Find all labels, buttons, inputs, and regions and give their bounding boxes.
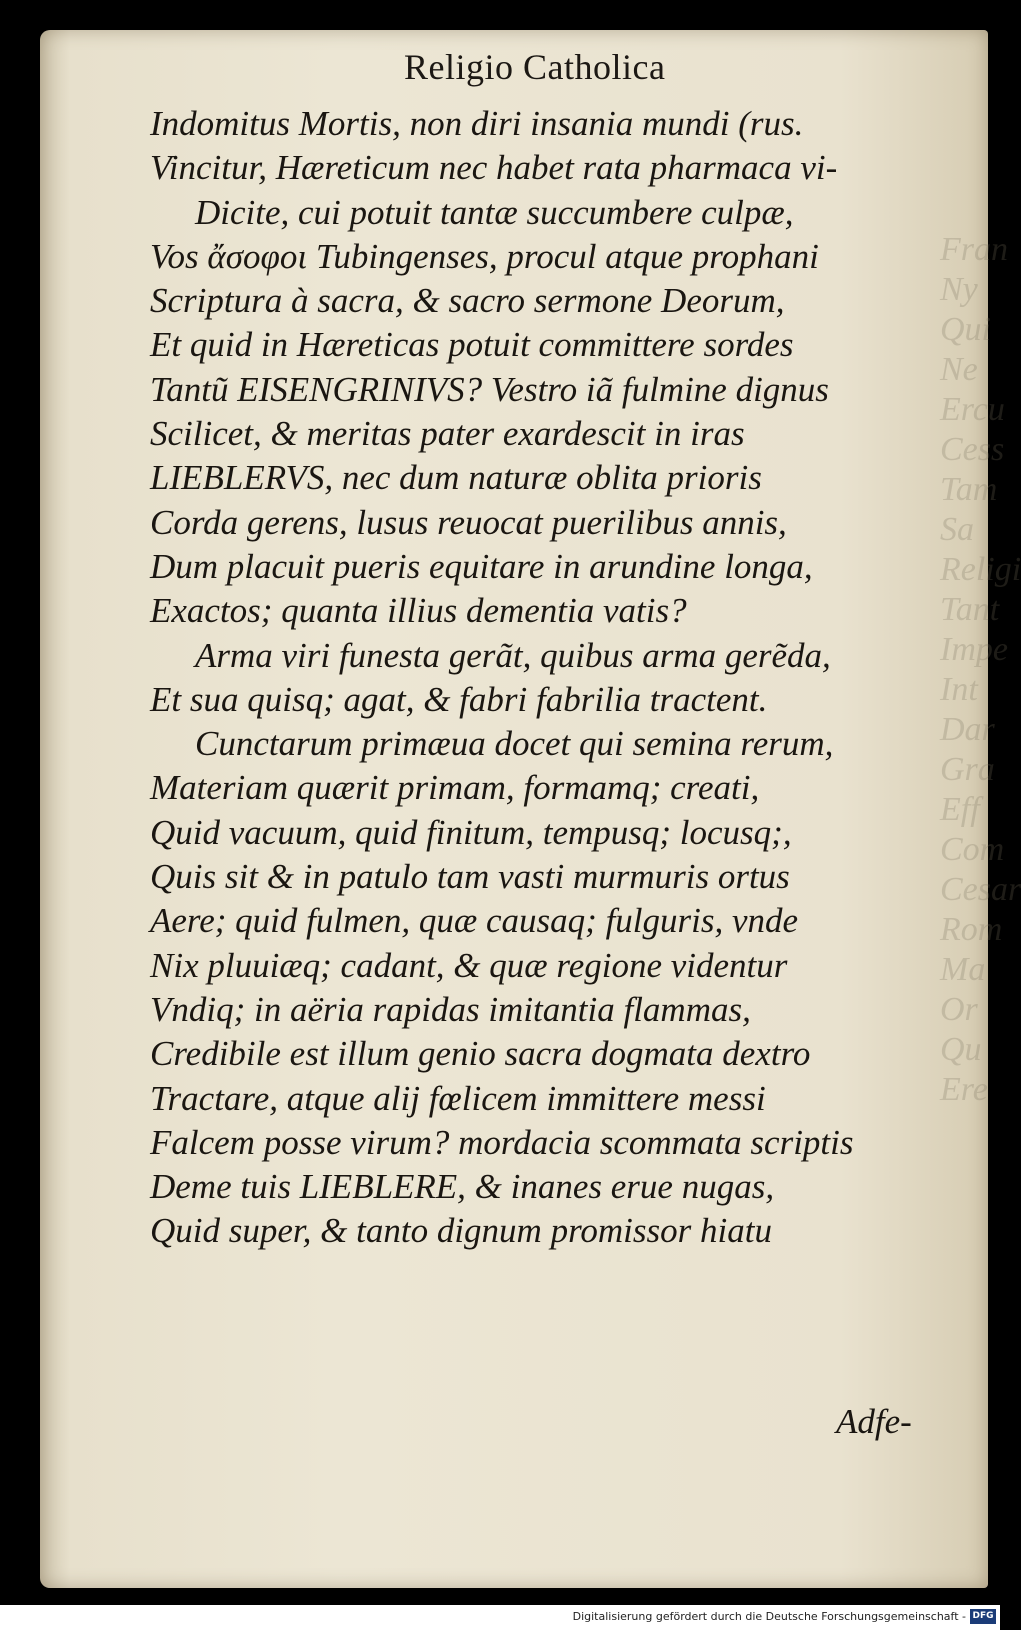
catchword: Adfe-: [836, 1402, 912, 1441]
bleed-fragment: Ma: [940, 951, 986, 988]
bleed-fragment: Cesar: [940, 871, 1021, 908]
bleed-fragment: Sa: [940, 511, 974, 548]
bleed-fragment: Qu: [940, 1031, 982, 1068]
text-line: Indomitus Mortis, non diri insania mundi (rus.: [150, 104, 804, 143]
text-line: Quid vacuum, quid finitum, tempusq; locusq;,: [150, 812, 792, 852]
bleed-fragment: Cess: [940, 431, 1005, 468]
text-line: Scilicet, & meritas pater exardescit in iras: [150, 414, 745, 454]
bleed-fragment: Tam: [940, 471, 998, 508]
text-line: Arma viri funesta gerãt, quibus arma gerẽda,: [195, 635, 831, 675]
text-line: Vincitur, Hæreticum nec habet rata pharmaca vi-: [150, 148, 838, 188]
bleed-fragment: Ere: [940, 1071, 988, 1108]
bleed-fragment: Or: [940, 991, 978, 1028]
bleed-fragment: Impe: [940, 631, 1008, 668]
text-line: Scriptura à sacra, & sacro sermone Deorum,: [150, 281, 785, 321]
text-line: Credibile est illum genio sacra dogmata dextro: [150, 1034, 811, 1074]
text-line: Aere; quid fulmen, quæ causaq; fulguris, vnde: [150, 901, 799, 941]
text-line: Deme tuis LIEBLERE, & inanes erue nugas,: [150, 1167, 775, 1207]
bleed-fragment: Religi: [940, 551, 1021, 588]
bleed-fragment: Fran: [940, 231, 1008, 268]
funding-credit: Digitalisierung gefördert durch die Deutsche Forschungsgemeinschaft -: [572, 1610, 966, 1623]
footer-bar: [0, 1605, 1000, 1630]
bleed-fragment: Tant: [940, 591, 1000, 628]
bleed-fragment: Eff: [940, 791, 980, 828]
running-header: Religio Catholica: [404, 47, 666, 87]
text-line: Tantũ EISENGRINIVS? Vestro iã fulmine dignus: [150, 369, 829, 409]
poem-text: [150, 102, 930, 1254]
text-line: Et sua quisq; agat, & fabri fabrilia tractent.: [150, 679, 768, 719]
text-line: Tractare, atque alij fœlicem immittere messi: [150, 1078, 766, 1118]
dfg-logo-icon: DFG: [970, 1609, 996, 1624]
text-line: Vndiq; in aëria rapidas imitantia flammas,: [150, 989, 751, 1029]
bleed-fragment: Com: [940, 831, 1005, 868]
text-line: Et quid in Hæreticas potuit committere sordes: [150, 325, 794, 365]
text-line: Dicite, cui potuit tantæ succumbere culpæ,: [195, 192, 794, 232]
text-line: Cunctarum primæua docet qui semina rerum,: [195, 724, 834, 764]
text-line: Corda gerens, lusus reuocat puerilibus annis,: [150, 502, 787, 542]
bleed-fragment: Qui: [940, 311, 991, 348]
bleed-fragment: Ne: [940, 351, 978, 388]
text-line: Exactos; quanta illius dementia vatis?: [150, 591, 687, 631]
text-line: LIEBLERVS, nec dum naturæ oblita prioris: [150, 458, 762, 498]
text-line: Falcem posse virum? mordacia scommata scriptis: [150, 1122, 854, 1162]
bleed-fragment: Ercu: [940, 391, 1005, 428]
text-line: Dum placuit pueris equitare in arundine longa,: [150, 546, 813, 586]
text-line: Vos ἄσοφοι Tubingenses, procul atque prophani: [150, 236, 819, 276]
bleed-fragment: Int: [940, 671, 978, 708]
bleed-fragment: Rom: [940, 911, 1003, 948]
bleed-fragment: Ny: [940, 271, 978, 308]
bleed-fragment: Dar: [940, 711, 995, 748]
text-line: Nix pluuiæq; cadant, & quæ regione videntur: [150, 945, 788, 985]
text-line: Materiam quærit primam, formamq; creati,: [150, 768, 760, 808]
text-line: Quis sit & in patulo tam vasti murmuris ortus: [150, 857, 790, 897]
bleed-fragment: Gra: [940, 751, 995, 788]
bleed-through-text: [940, 230, 1021, 1530]
text-line: Quid super, & tanto dignum promissor hiatu: [150, 1211, 772, 1251]
